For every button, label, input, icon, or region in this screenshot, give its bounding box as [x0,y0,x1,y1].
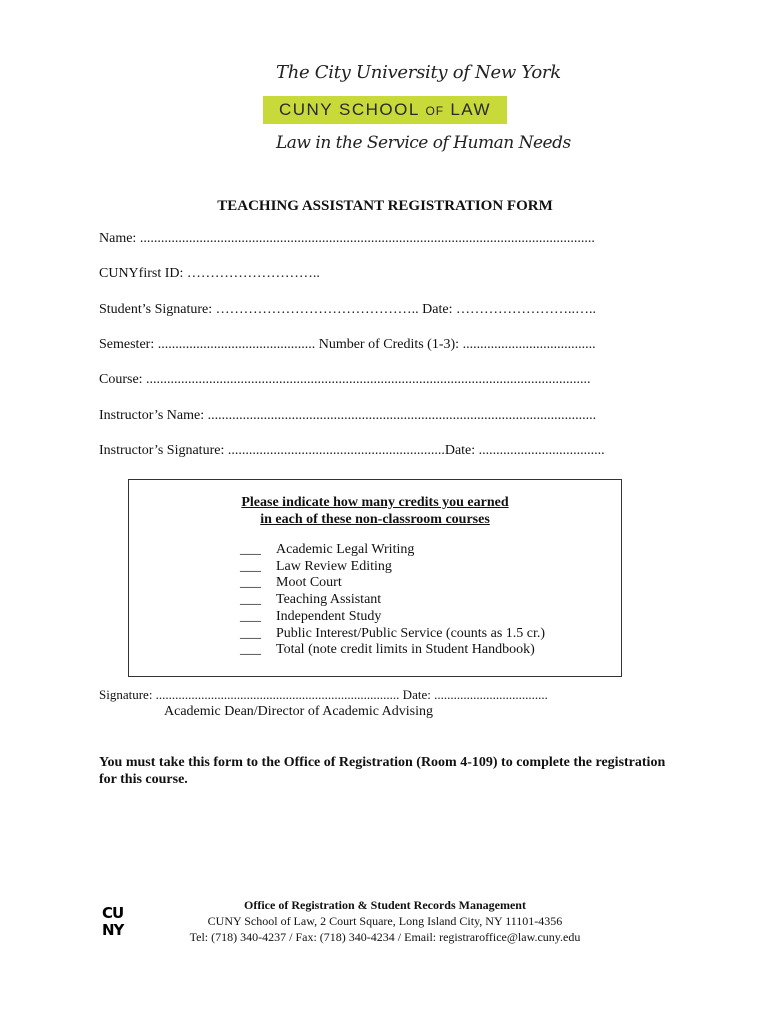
credit-blank[interactable]: ___ [240,575,261,591]
svg-text:NY: NY [102,921,124,937]
logo-band-text: CUNY SCHOOL OF LAW [278,100,492,119]
logo-band [263,96,507,124]
credits-box [128,479,622,677]
dean-signature-title: Academic Dean/Director of Academic Advising [164,704,434,719]
credit-row[interactable] [240,542,545,559]
registration-notice: You must take this form to the Office of Registration (Room 4-109) to complete the registration for this course. [99,755,666,787]
logo-tagline: Law in the Service of Human Needs [276,133,571,153]
credit-row[interactable] [240,592,545,609]
student-signature-field[interactable]: Student’s Signature: …………………………………….. Date: ……………………..….. [99,302,596,317]
footer-address: CUNY School of Law, 2 Court Square, Long Island City, NY 11101-4356 [207,914,563,928]
credit-row[interactable] [240,559,545,576]
credit-blank[interactable]: ___ [240,592,261,608]
credit-label: Academic Legal Writing [276,542,415,557]
credit-label: Moot Court [276,575,342,591]
footer-office: Office of Registration & Student Records Management [244,898,526,912]
footer [150,897,620,945]
form-title: TEACHING ASSISTANT REGISTRATION FORM [217,198,553,214]
credit-row[interactable] [240,609,545,626]
credit-label: Public Interest/Public Service (counts as 1.5 cr.) [276,625,546,641]
credit-blank[interactable]: ___ [240,625,261,641]
cuny-logo-icon [101,903,135,937]
logo-top-line: The City University of New York [276,62,561,83]
credit-label: Law Review Editing [276,558,392,574]
footer-contact: Tel: (718) 340-4237 / Fax: (718) 340-4234 / Email: registraroffice@law.cuny.edu [189,930,581,944]
dean-signature-field[interactable]: Signature: ........................................................................... Date: ................................... [99,687,548,702]
cunyfirst-id-field[interactable]: CUNYfirst ID: ……………………….. [99,266,320,281]
svg-text:CU: CU [102,904,124,922]
credit-row[interactable] [240,642,545,659]
credit-blank[interactable]: ___ [240,642,261,658]
semester-credits-field[interactable]: Semester: ............................................. Number of Credits (1-3): ...................................... [99,337,596,352]
credit-row[interactable] [240,626,545,643]
credits-list [240,542,545,659]
credit-label: Independent Study [276,608,382,624]
credit-label: Teaching Assistant [276,592,382,608]
course-field[interactable]: Course: ............................................................................................................................... [99,372,591,387]
credit-blank[interactable]: ___ [240,542,261,557]
credit-label: Total (note credit limits in Student Handbook) [276,642,535,658]
credit-row[interactable] [240,575,545,592]
credits-box-heading: Please indicate how many credits you earned in each of these non-classroom courses [241,495,509,527]
credit-blank[interactable]: ___ [240,558,261,574]
instructor-name-field[interactable]: Instructor’s Name: ............................................................................................................... [99,408,597,423]
credit-blank[interactable]: ___ [240,608,261,624]
instructor-signature-field[interactable]: Instructor’s Signature: ..............................................................Date: .................................... [99,443,605,458]
cuny-logo-mark [101,903,135,937]
name-field[interactable]: Name: .................................................................................................................................. [99,231,595,246]
